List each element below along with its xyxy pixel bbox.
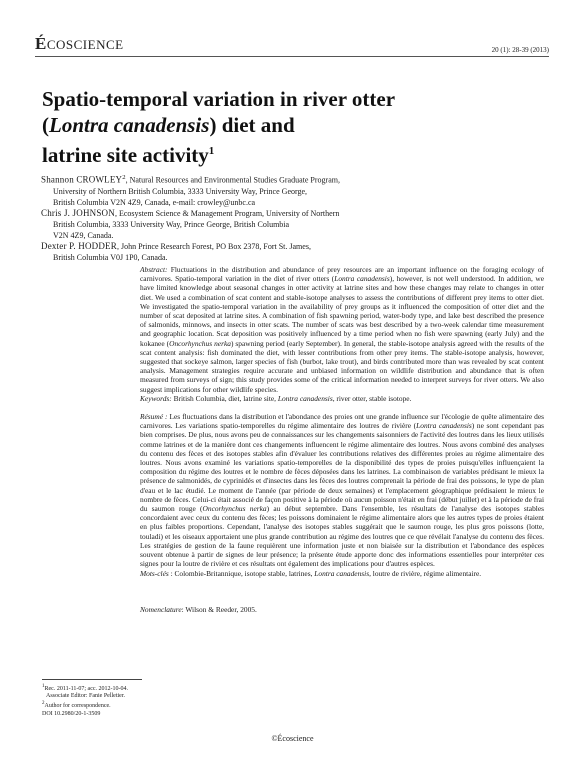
- resume-label: Résumé :: [140, 412, 168, 422]
- section-gap: [140, 403, 544, 412]
- author-3: [41, 241, 371, 252]
- author-1: [41, 172, 371, 186]
- nomenclature-text: : Wilson & Reeder, 2005.: [181, 605, 257, 614]
- resume-species: Lontra canadensis: [416, 421, 472, 431]
- abstract-block: [140, 265, 544, 578]
- resume-segment: Les fluctuations dans la distribution et l'abondance des proies ont une grande influence sur l'écologie de quête alimentaire des carnivores. Les variations spatio-temporelles du régime alimentaire des loutres de rivière (: [140, 412, 544, 431]
- mots-cles-segment: : Colombie-Britannique, isotope stable, latrines,: [168, 568, 315, 578]
- abstract-species: Lontra canadensis: [334, 274, 390, 284]
- abstract-species: Oncorhynchus nerka: [169, 338, 231, 348]
- journal-reference: 20 (1): 28-39 (2013): [491, 46, 549, 54]
- abstract-segment: ), however, is not well understood. In addition, we have limited knowledge about seasonal changes in otter activity at latrine sites and how these changes may relate to changes in otter diet. We used a combination of scat content and stable-isotope analyses to assess the contributions of different prey items to otter diet. We investigated the spatio-temporal variation in the availability of prey groups as it influenced the composition of otter diet and the number of scat deposited at latrine sites. A combination of fish spawning period, water-body type, and lake best described the presence of salmonids, minnows, and insects in otter scats. The number of scats was best described by a two-week calendar time measurement and geographic location. Scat deposition was positively influenced by a time period when no fish were spawning (early July) and the kokanee (: [140, 274, 544, 348]
- logo-text: COSCIENCE: [46, 37, 124, 52]
- author-affiliation: , John Prince Research Forest, PO Box 2378, Fort St. James,: [116, 242, 311, 252]
- article-title: [42, 86, 512, 168]
- title-species-name: Lontra canadensis: [49, 113, 210, 137]
- nomenclature-label: Nomenclature: [140, 605, 182, 614]
- keywords-species: Lontra canadensis: [277, 393, 333, 403]
- footnote-received: [42, 683, 242, 693]
- title-line-3: latrine site activity: [42, 143, 209, 167]
- author-affiliation-cont: British Columbia, 3333 University Way, Prince George, British Columbia: [53, 220, 290, 230]
- title-line-1: Spatio-temporal variation in river otter: [42, 87, 396, 111]
- footnote-correspondence: [42, 700, 242, 710]
- resume-text: [140, 412, 544, 568]
- footnote-text: Rec. 2011-11-07; acc. 2012-10-04.: [44, 686, 129, 692]
- resume-segment: ) ne sont cependant pas bien comprises. De plus, nous avons peu de connaissances sur les changements saisonniers de l'activité des loutres dans les lieux utilisés comme latrines et de la manière dont ces changements influencent le régime alimentaire des loutres. Nous avons combiné des analyses du contenu des fèces et des isotopes stables afin d'évaluer les contributions relatives des différentes proies au régime alimentaire des loutres. Nous avons examiné les variations spatio-temporelles de la disponibilité des types de proies puisqu'elles influençaient la composition du régime des loutres et le nombre de fèces déposées dans les latrines. La combinaison de variables prédisant le mieux la présence de salmonidés, de cyprinidés et d'insectes dans les fèces des loutres comprenait la période de frai des poissons, le type de plan d'eau et le lac étudié. Le moment de l'année (par période de deux semaines) et l'emplacement géographique prédisaient le mieux le nombre de fèces. Celui-ci était associé de façon positive à la période où aucun poisson n'était en frai (début juillet) et à la période de frai du saumon rouge (: [140, 421, 544, 514]
- footnote-divider: [42, 679, 142, 680]
- title-line-2-rest: ) diet and: [209, 113, 295, 137]
- footnote-mark: 1: [42, 684, 45, 689]
- footnote-editor: Associate Editor: Fanie Pelletier.: [46, 693, 125, 700]
- abstract-segment: Fluctuations in the distribution and abundance of prey resources are an important influence on the foraging ecology of carnivores. Spatio-temporal variation in the diet of river otters (: [140, 265, 544, 284]
- resume-species: Oncorhynchus nerka: [202, 504, 267, 514]
- author-affiliation: , Natural Resources and Environmental Studies Graduate Program,: [125, 175, 340, 185]
- mots-cles-species: Lontra canadensis: [314, 568, 370, 578]
- author-name: Chris J. JOHNSON: [41, 207, 115, 218]
- keywords-label: Keywords:: [140, 393, 172, 403]
- abstract-keywords: [140, 394, 544, 403]
- abstract-segment: ) spawning period (early September). In general, the stable-isotope analysis agreed with the results of the scat content analysis: fish dominated the diet, with lesser contributions from other prey items. The stable-isotope analysis, however, suggested that sockeye salmon, larger species of fish (burbot, lake trout), and birds contributed more than was revealed by scat content analysis. Management strategies require accurate and unbiased information on wildlife distribution and abundance that is often measured from surveys of sign; this study provides some of the critical information needed to interpret surveys for river otters. We also suggest implications for other wildlife species.: [140, 338, 544, 394]
- nomenclature-note: [140, 605, 257, 614]
- resume-keywords: [140, 569, 544, 578]
- author-name: Shannon CROWLEY: [41, 174, 123, 185]
- author-footnote-mark: 2: [122, 174, 126, 181]
- author-affiliation-cont: V2N 4Z9, Canada.: [53, 231, 114, 241]
- logo-mark: É: [35, 34, 47, 53]
- author-affiliation-cont: British Columbia V0J 1P0, Canada.: [53, 253, 168, 263]
- keywords-segment: , river otter, stable isotope.: [332, 393, 412, 403]
- author-name: Dexter P. HODDER: [41, 241, 117, 252]
- mots-cles-label: Mots-clés: [140, 568, 169, 578]
- footnote-doi: DOI 10.2980/20-1-3509: [42, 710, 101, 717]
- author-affiliation: , Ecosystem Science & Management Program, University of Northern: [114, 208, 340, 218]
- title-footnote-mark: 1: [208, 145, 215, 157]
- abstract-text: [140, 265, 544, 394]
- page-footer: ©Écoscience: [271, 734, 314, 743]
- journal-logo: [35, 34, 124, 54]
- author-affiliation-cont: British Columbia V2N 4Z9, Canada, e-mail: crowley@unbc.ca: [53, 197, 256, 207]
- footnotes-block: [42, 679, 242, 718]
- resume-segment: ) au début septembre. Dans l'ensemble, les résultats de l'analyse des isotopes stables concordaient avec ceux du contenu des fèces; les poissons dominaient le régime alimentaire alors que les autres types de proies étaient en plus faibles proportions. Cependant, l'analyse des isotopes stables suggérait que le saumon rouge, les plus gros poissons (lotte, touladi) et les oiseaux apportaient une plus grande contribution au régime des loutres que ce que révélait l'analyse du contenu des fèces. Les stratégies de gestion de la faune requièrent une information juste et non biaisée sur la distribution et l'abondance des espèces souvent obtenue à partir de signes de leur présence; la présente étude apporte donc des informations essentielles pour interpréter ces signes pour la loutre de rivière et ces résultats ont également des implications pour d'autres espèces.: [140, 504, 544, 569]
- title-paren-open: (: [42, 113, 49, 137]
- footnote-mark: 2: [42, 701, 45, 707]
- author-list: [41, 172, 371, 263]
- footnote-text: Author for correspondence.: [44, 703, 111, 710]
- abstract-label: Abstract:: [140, 265, 168, 274]
- header-divider: [35, 56, 549, 57]
- author-2: [41, 208, 371, 219]
- author-affiliation-cont: University of Northern British Columbia, 3333 University Way, Prince George,: [53, 186, 308, 196]
- mots-cles-segment: , loutre de rivière, régime alimentaire.: [369, 568, 482, 578]
- keywords-segment: British Columbia, diet, latrine site,: [171, 393, 278, 403]
